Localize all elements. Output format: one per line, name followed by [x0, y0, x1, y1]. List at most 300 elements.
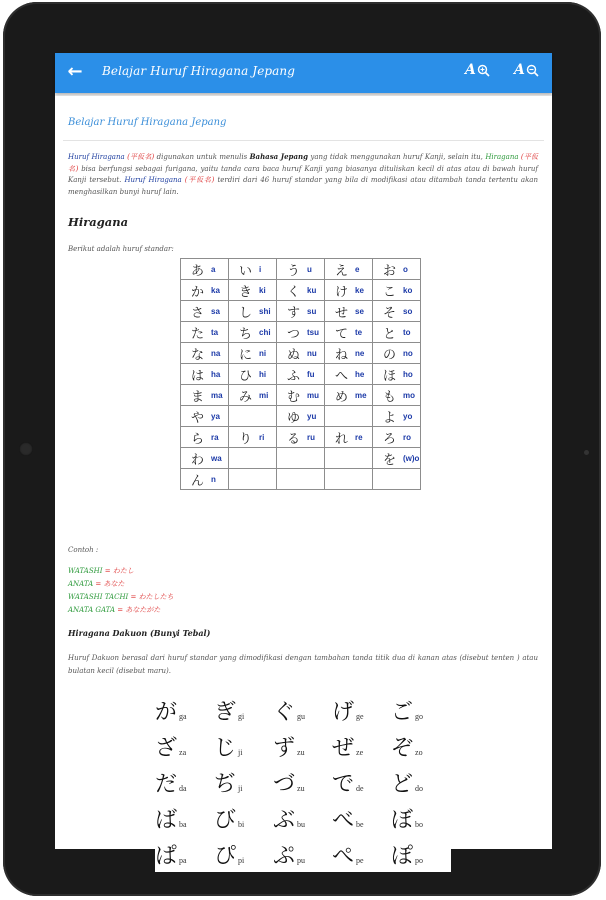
romaji: yo: [403, 411, 413, 421]
kana-char: し: [239, 305, 253, 321]
kana-char: の: [383, 347, 397, 363]
heading-hiragana: Hiragana: [68, 215, 129, 229]
zoom-out-button[interactable]: [514, 62, 539, 78]
dakuon-romaji: be: [356, 819, 364, 829]
kana-cell: [277, 427, 325, 448]
dakuon-cell: [391, 731, 450, 762]
app-title: Belajar Huruf Hiragana Jepang: [102, 64, 296, 78]
dakuon-cell: [214, 803, 273, 834]
divider: [63, 140, 544, 141]
kana-pair: [181, 470, 228, 489]
kana-char: ろ: [383, 431, 397, 447]
dakuon-romaji: ji: [238, 783, 243, 793]
romaji: ni: [259, 348, 267, 358]
dakuon-char: ぺ: [332, 843, 355, 869]
magnify-plus-icon: [477, 64, 490, 77]
romaji: ku: [307, 285, 317, 295]
dakuon-cell: [332, 767, 391, 798]
example-item: [68, 579, 125, 589]
kana-cell: [229, 469, 277, 490]
romaji: to: [403, 327, 411, 337]
table-row: [181, 364, 421, 385]
example-japanese: あなた: [103, 580, 125, 588]
dakuon-romaji: zu: [297, 747, 305, 757]
dakuon-romaji: de: [356, 783, 364, 793]
kana-char: て: [335, 326, 349, 342]
kana-cell: [277, 301, 325, 322]
kana-cell: [325, 448, 373, 469]
intro-term: Huruf Hiragana: [124, 176, 182, 184]
example-japanese: あなたがた: [125, 606, 161, 614]
kana-cell: [229, 427, 277, 448]
kana-cell: [181, 406, 229, 427]
front-camera: [19, 442, 33, 456]
kana-cell: [229, 280, 277, 301]
kana-cell: [181, 259, 229, 280]
dakuon-char: が: [155, 699, 178, 725]
intro-text: terdiri dari 46 huruf standar yang bila di modifikasi atau ditambah tanda tertentu akan menghasilkan bunyi huruf lain.: [68, 176, 538, 196]
kana-pair: [325, 260, 372, 279]
dakuon-romaji: gu: [297, 711, 306, 721]
dakuon-row: [155, 836, 451, 872]
romaji: no: [403, 348, 413, 358]
kana-char: め: [335, 389, 349, 405]
kana-char: れ: [335, 431, 349, 447]
dakuon-char: だ: [155, 771, 178, 797]
table-row: [181, 448, 421, 469]
heading-dakuon: Hiragana Dakuon (Bunyi Tebal): [68, 628, 211, 638]
dakuon-char: ぢ: [214, 771, 237, 797]
kana-pair: [181, 302, 228, 321]
dakuon-cell: [214, 767, 273, 798]
kana-cell: [325, 364, 373, 385]
kana-pair: [229, 260, 276, 279]
kana-cell: [229, 343, 277, 364]
contoh-label: Contoh :: [68, 546, 99, 554]
dakuon-char: で: [332, 771, 355, 797]
dakuon-cell: [391, 839, 450, 870]
kana-char: お: [383, 263, 397, 279]
dakuon-row: [155, 800, 451, 836]
kana-cell: [181, 322, 229, 343]
table-row: [181, 280, 421, 301]
kana-pair: [277, 302, 324, 321]
dakuon-cell: [155, 803, 214, 834]
dakuon-romaji: da: [179, 783, 187, 793]
romaji: ra: [211, 432, 219, 442]
romaji: na: [211, 348, 221, 358]
table-row: [181, 259, 421, 280]
kana-char: ほ: [383, 368, 397, 384]
kana-pair: [373, 344, 420, 363]
kana-pair: [229, 428, 276, 447]
kana-cell: [277, 322, 325, 343]
kana-cell: [373, 427, 421, 448]
kana-cell: [373, 259, 421, 280]
romaji: mi: [259, 390, 269, 400]
kana-char: ひ: [239, 368, 253, 384]
kana-cell: [181, 364, 229, 385]
dakuon-cell: [214, 695, 273, 726]
sensor-dot: [584, 450, 589, 455]
romaji: ne: [355, 348, 365, 358]
kana-pair: [229, 302, 276, 321]
romaji: wa: [211, 453, 222, 463]
dakuon-romaji: bu: [297, 819, 306, 829]
kana-cell: [277, 406, 325, 427]
romaji: mo: [403, 390, 415, 400]
romaji: i: [259, 264, 262, 274]
kana-pair: [181, 260, 228, 279]
example-equals: =: [115, 606, 126, 614]
kana-char: に: [239, 347, 253, 363]
kana-char: か: [191, 284, 205, 300]
back-button[interactable]: [64, 61, 86, 83]
dakuon-cell: [155, 731, 214, 762]
kana-char: ら: [191, 431, 205, 447]
romaji: n: [211, 474, 216, 484]
kana-cell: [325, 427, 373, 448]
dakuon-romaji: ze: [356, 747, 364, 757]
dakuon-romaji: gi: [238, 711, 245, 721]
romaji: hi: [259, 369, 267, 379]
kana-cell: [373, 364, 421, 385]
kana-cell: [373, 343, 421, 364]
hiragana-table: [180, 258, 421, 490]
dakuon-romaji: ga: [179, 711, 187, 721]
kana-pair: [373, 323, 420, 342]
dakuon-char: ば: [155, 807, 178, 833]
romaji: te: [355, 327, 363, 337]
dakuon-row: [155, 728, 451, 764]
romaji: e: [355, 264, 360, 274]
screen: [55, 53, 552, 869]
romaji: ri: [259, 432, 265, 442]
dakuon-cell: [332, 839, 391, 870]
kana-cell: [181, 280, 229, 301]
intro-term: Huruf Hiragana: [68, 153, 125, 161]
kana-char: を: [383, 452, 397, 468]
example-latin: ANATA GATA: [68, 606, 116, 614]
table-row: [181, 427, 421, 448]
kana-pair: [325, 428, 372, 447]
kana-char: せ: [335, 305, 349, 321]
romaji: (w)o: [403, 453, 420, 463]
romaji: yu: [307, 411, 317, 421]
romaji: ta: [211, 327, 219, 337]
example-japanese: わたし: [112, 567, 134, 575]
kana-cell: [373, 469, 421, 490]
dakuon-cell: [273, 839, 332, 870]
dakuon-romaji: zu: [297, 783, 305, 793]
dakuon-romaji: bi: [238, 819, 245, 829]
dakuon-char: じ: [214, 735, 237, 761]
dakuon-char: ぽ: [391, 843, 414, 869]
dakuon-paragraph: Huruf Dakuon berasal dari huruf standar yang dimodifikasi dengan tambahan tanda titik dua di kanan atas (disebut tenten ) atau bulatan kecil (disebut maru).: [68, 654, 538, 675]
kana-pair: [277, 260, 324, 279]
dakuon-char: ぜ: [332, 735, 355, 761]
example-equals: =: [93, 580, 104, 588]
kana-pair: [181, 323, 228, 342]
romaji: ki: [259, 285, 266, 295]
intro-kanji: (平仮名): [68, 153, 539, 173]
intro-text: bisa berfungsi sebagai furigana, yaitu tanda cara baca huruf Kanji yang biasanya dituliskan kecil di atas atau di bawah huruf Kanji tersebut.: [68, 164, 538, 184]
dakuon-romaji: bo: [415, 819, 424, 829]
app-bar: [55, 53, 552, 93]
romaji: fu: [307, 369, 315, 379]
dakuon-cell: [273, 803, 332, 834]
romaji: u: [307, 264, 312, 274]
kana-char: く: [287, 284, 301, 300]
dakuon-cell: [273, 695, 332, 726]
kana-cell: [229, 385, 277, 406]
zoom-in-button[interactable]: [465, 62, 490, 78]
kana-char: や: [191, 410, 205, 426]
dakuon-row: [155, 692, 451, 728]
romaji: re: [355, 432, 363, 442]
table-row: [181, 301, 421, 322]
dakuon-romaji: po: [415, 855, 424, 865]
arrow-left-icon: ←: [67, 61, 83, 82]
kana-cell: [325, 385, 373, 406]
kana-cell: [181, 301, 229, 322]
dakuon-char: べ: [332, 807, 355, 833]
dakuon-chart: [155, 692, 451, 872]
kana-cell: [373, 448, 421, 469]
dakuon-romaji: za: [179, 747, 187, 757]
dakuon-romaji: pe: [356, 855, 364, 865]
kana-pair: [277, 281, 324, 300]
kana-char: ふ: [287, 368, 301, 384]
kana-char: つ: [287, 326, 301, 342]
kana-pair: [229, 323, 276, 342]
kana-pair: [181, 407, 228, 426]
table-row: [181, 469, 421, 490]
romaji: ha: [211, 369, 221, 379]
kana-pair: [229, 281, 276, 300]
example-latin: ANATA: [68, 580, 94, 588]
kana-pair: [181, 365, 228, 384]
romaji: sa: [211, 306, 220, 316]
kana-cell: [277, 343, 325, 364]
dakuon-char: づ: [273, 771, 296, 797]
article-content[interactable]: [55, 96, 552, 869]
kana-pair: [325, 344, 372, 363]
kana-char: よ: [383, 410, 397, 426]
dakuon-char: び: [214, 807, 237, 833]
intro-kanji: (平仮名): [184, 176, 215, 184]
zoom-out-label: A: [514, 62, 525, 78]
romaji: ya: [211, 411, 220, 421]
kana-char: ぬ: [287, 347, 301, 363]
kana-pair: [325, 302, 372, 321]
kana-cell: [229, 364, 277, 385]
romaji: su: [307, 306, 317, 316]
kana-cell: [373, 385, 421, 406]
kana-cell: [373, 406, 421, 427]
dakuon-cell: [332, 731, 391, 762]
example-item: [68, 592, 174, 602]
dakuon-char: ぴ: [214, 843, 237, 869]
romaji: me: [355, 390, 367, 400]
dakuon-romaji: pu: [297, 855, 306, 865]
table-row: [181, 385, 421, 406]
dakuon-char: ぶ: [273, 807, 296, 833]
dakuon-romaji: ji: [238, 747, 243, 757]
example-item: [68, 566, 134, 576]
example-equals: =: [128, 593, 139, 601]
kana-cell: [277, 385, 325, 406]
romaji: so: [403, 306, 413, 316]
kana-cell: [325, 469, 373, 490]
kana-cell: [277, 448, 325, 469]
dakuon-romaji: ba: [179, 819, 187, 829]
kana-cell: [325, 301, 373, 322]
kana-char: も: [383, 389, 397, 405]
kana-pair: [373, 428, 420, 447]
kana-cell: [373, 322, 421, 343]
page-title: Belajar Huruf Hiragana Jepang: [68, 117, 227, 128]
dakuon-char: ざ: [155, 735, 178, 761]
kana-pair: [325, 386, 372, 405]
kana-cell: [325, 343, 373, 364]
romaji: ma: [211, 390, 223, 400]
kana-cell: [325, 259, 373, 280]
kana-char: そ: [383, 305, 397, 321]
kana-cell: [229, 301, 277, 322]
kana-pair: [325, 365, 372, 384]
kana-char: は: [191, 368, 205, 384]
dakuon-row: [155, 764, 451, 800]
kana-cell: [277, 364, 325, 385]
romaji: nu: [307, 348, 317, 358]
intro-text: digunakan untuk menulis: [156, 153, 248, 161]
kana-char: す: [287, 305, 301, 321]
standard-label: Berikut adalah huruf standar:: [68, 245, 174, 253]
kana-cell: [229, 259, 277, 280]
magnify-minus-icon: [526, 64, 539, 77]
kana-char: と: [383, 326, 397, 342]
example-equals: =: [102, 567, 113, 575]
dakuon-romaji: zo: [415, 747, 423, 757]
romaji: ka: [211, 285, 220, 295]
example-latin: WATASHI TACHI: [68, 593, 129, 601]
kana-cell: [181, 469, 229, 490]
dakuon-cell: [273, 767, 332, 798]
kana-pair: [181, 428, 228, 447]
kana-char: わ: [191, 452, 205, 468]
kana-pair: [373, 449, 420, 468]
kana-cell: [229, 322, 277, 343]
dakuon-romaji: pi: [238, 855, 245, 865]
kana-pair: [277, 407, 324, 426]
kana-pair: [373, 386, 420, 405]
kana-char: ま: [191, 389, 205, 405]
romaji: ro: [403, 432, 411, 442]
kana-cell: [181, 427, 229, 448]
kana-char: き: [239, 284, 253, 300]
romaji: o: [403, 264, 408, 274]
kana-pair: [181, 281, 228, 300]
kana-cell: [373, 301, 421, 322]
kana-cell: [277, 280, 325, 301]
kana-pair: [373, 260, 420, 279]
kana-char: あ: [191, 263, 205, 279]
example-latin: WATASHI: [68, 567, 103, 575]
dakuon-cell: [391, 767, 450, 798]
dakuon-cell: [214, 839, 273, 870]
romaji: se: [355, 306, 364, 316]
kana-char: え: [335, 263, 349, 279]
romaji: chi: [259, 327, 271, 337]
kana-pair: [229, 386, 276, 405]
kana-char: り: [239, 431, 253, 447]
dakuon-char: ず: [273, 735, 296, 761]
dakuon-char: ぐ: [273, 699, 296, 725]
kana-cell: [277, 259, 325, 280]
table-row: [181, 343, 421, 364]
dakuon-char: ぱ: [155, 843, 178, 869]
kana-pair: [181, 386, 228, 405]
romaji: ke: [355, 285, 364, 295]
intro-text: yang tidak menggunakan huruf Kanji, selain itu,: [310, 153, 483, 161]
kana-cell: [325, 280, 373, 301]
kana-char: け: [335, 284, 349, 300]
dakuon-cell: [391, 803, 450, 834]
dakuon-char: ぞ: [391, 735, 414, 761]
dakuon-cell: [273, 731, 332, 762]
kana-pair: [373, 302, 420, 321]
kana-char: な: [191, 347, 205, 363]
dakuon-romaji: go: [415, 711, 424, 721]
kana-char: ん: [191, 473, 205, 489]
kana-pair: [229, 365, 276, 384]
dakuon-romaji: ge: [356, 711, 364, 721]
kana-char: さ: [191, 305, 205, 321]
kana-char: み: [239, 389, 253, 405]
table-row: [181, 322, 421, 343]
zoom-in-label: A: [465, 62, 476, 78]
intro-kanji: (平仮名): [127, 153, 155, 161]
romaji: a: [211, 264, 216, 274]
dakuon-char: げ: [332, 699, 355, 725]
dakuon-cell: [391, 695, 450, 726]
kana-cell: [373, 280, 421, 301]
kana-char: ゆ: [287, 410, 301, 426]
dakuon-romaji: pa: [179, 855, 187, 865]
kana-pair: [229, 344, 276, 363]
kana-char: い: [239, 263, 253, 279]
kana-char: こ: [383, 284, 397, 300]
kana-pair: [277, 365, 324, 384]
kana-char: た: [191, 326, 205, 342]
kana-pair: [181, 449, 228, 468]
kana-char: ね: [335, 347, 349, 363]
romaji: tsu: [307, 327, 319, 337]
kana-cell: [181, 343, 229, 364]
intro-bold: Bahasa Jepang: [249, 152, 308, 161]
dakuon-char: ぎ: [214, 699, 237, 725]
kana-pair: [373, 281, 420, 300]
kana-cell: [229, 448, 277, 469]
dakuon-cell: [332, 695, 391, 726]
kana-pair: [277, 344, 324, 363]
example-japanese: わたしたち: [138, 593, 174, 601]
kana-cell: [277, 469, 325, 490]
kana-cell: [229, 406, 277, 427]
kana-char: う: [287, 263, 301, 279]
kana-pair: [373, 365, 420, 384]
